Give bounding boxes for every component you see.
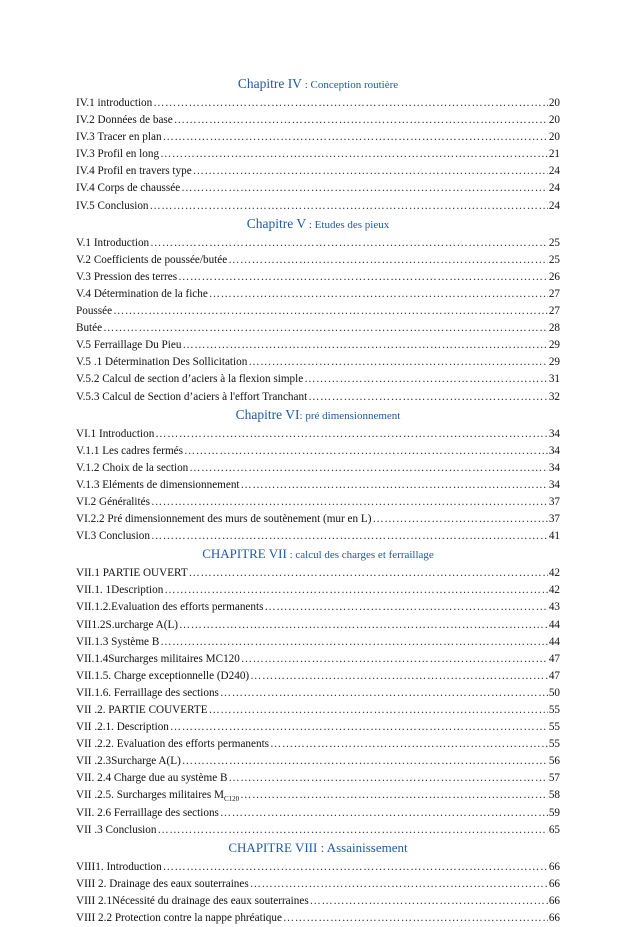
toc-entry-text: VII. 2.4 Charge due au système B [76,772,228,785]
toc-entry-label [76,494,150,511]
toc-entry-label [76,787,239,804]
dot-leader [182,337,547,354]
toc-entry [76,719,560,736]
toc-page-number: 28 [548,322,560,335]
toc-entry-text: VII .2. PARTIE COUVERTE [76,704,208,716]
toc-entry [76,651,560,668]
toc-entry-text: VI.3 Conclusion [76,530,150,543]
toc-entry-label [76,770,227,787]
toc-entry-label [76,303,112,320]
toc-entry-label [76,634,159,651]
chapter-subtitle: : Etudes des pieux [306,218,390,231]
toc-page-number: 55 [548,721,560,734]
toc-page-number: 66 [548,860,560,873]
toc-entry [76,286,560,303]
dot-leader [181,180,548,197]
toc-entry [76,269,560,286]
toc-entry-label [76,389,307,406]
toc-entry-label [76,876,249,893]
dot-leader [150,235,548,252]
toc-entry [76,599,560,616]
dot-leader [228,252,548,269]
toc-page-number: 34 [548,478,560,491]
toc-entry-text: IV.4 Profil en travers type [76,165,192,178]
toc-entry-text: VII.1 PARTIE OUVERT [76,567,188,580]
toc-page-number: 20 [548,97,560,109]
chapter-heading [76,75,560,95]
toc-entry [76,235,560,252]
toc-entry [76,528,560,545]
toc-entry-text: V.2 Coefficients de poussée/butée [76,253,228,266]
toc-page-number: 66 [548,894,560,907]
toc-entry-text: V.4 Détermination de la fiche [76,287,208,300]
toc-entry [76,893,560,910]
dot-leader [250,876,548,893]
toc-page-number: 24 [548,199,560,212]
chapter-heading [76,545,560,565]
toc-entry [76,146,560,163]
dot-leader [184,443,548,460]
toc-entry-text: V.1 Introduction [76,236,150,249]
toc-entry-label [76,371,303,388]
toc-entry [76,354,560,371]
toc-entry [76,95,560,112]
toc-entry-text: IV.4 Corps de chaussée [76,182,181,195]
toc-page-number: 20 [548,131,560,144]
toc-page-number: 20 [548,114,560,127]
dot-leader [189,565,548,582]
dot-leader [283,910,548,927]
toc-entry-text: V.5.3 Calcul de Section d’aciers à l'effort Tranchant [76,390,308,403]
toc-entry-label [76,582,163,599]
dot-leader [220,685,548,702]
toc-page-number: 57 [548,772,560,785]
toc-entry-label [76,337,181,354]
toc-entry-text: VII .3 Conclusion [76,823,157,836]
toc-page-number: 47 [548,669,560,682]
chapter-heading [76,406,560,426]
toc-entry [76,565,560,582]
toc-page-number: 34 [548,461,560,474]
toc-entry-text: VII .2.2. Evaluation des efforts permanents [76,738,270,751]
dot-leader [372,511,547,528]
chapter-subtitle: : calcul des charges et ferraillage [286,549,434,562]
toc-entry-label [76,859,162,876]
toc-entry-label [76,180,180,197]
toc-entry-label [76,112,173,129]
toc-page-number: 27 [548,287,560,300]
dot-leader [270,736,548,753]
toc-page-number: 42 [548,584,560,597]
toc-page-number: 29 [548,339,560,352]
dot-leader [103,320,548,337]
chapter-title: Chapitre V [246,215,307,231]
toc-page-number: 25 [548,236,560,249]
toc-page-number: 47 [548,652,560,665]
toc-entry [76,668,560,685]
toc-entry-label [76,753,181,770]
toc-entry-text: VII .2.1. Description [76,721,169,734]
toc-entry-text: V.5 .1 Détermination Des Sollicitation [76,356,248,369]
toc-entry-label [76,511,371,528]
toc-entry-label [76,822,156,839]
toc-entry [76,753,560,770]
dot-leader [178,269,548,286]
dot-leader [160,146,548,163]
toc-entry-label [76,198,149,215]
toc-page-number: 41 [548,530,560,543]
dot-leader [248,354,548,371]
toc-entry-label [76,736,269,753]
chapter-title: CHAPITRE VII [202,546,287,562]
toc-entry-label [76,477,240,494]
toc-entry-label [76,702,208,719]
toc-entry-label [76,320,102,337]
dot-leader [174,112,548,129]
toc-page-number: 44 [548,618,560,631]
toc-entry-label [76,805,219,822]
toc-entry-text: VIII1. Introduction [76,860,162,873]
toc-entry-label [76,235,149,252]
toc-entry-label [76,95,152,112]
dot-leader [241,477,548,494]
toc-entry-text: VII1.2S.urcharge A(L) [76,618,179,631]
toc-entry-text: V.5.2 Calcul de section d’aciers à la flexion simple [76,373,304,386]
toc-page-number: 26 [548,270,560,283]
toc-page-number: 66 [548,912,560,925]
toc-entry-label [76,528,150,545]
toc-entry-text: IV.3 Profil en long [76,148,160,161]
toc-entry [76,198,560,215]
table-of-contents [76,75,560,927]
toc-page-number: 34 [548,444,560,457]
toc-entry-text: VII .2.3Surcharge A(L) [76,755,181,768]
toc-entry [76,511,560,528]
toc-entry-text: IV.5 Conclusion [76,199,149,212]
toc-entry-text: VI.2 Généralités [76,495,150,508]
toc-page-number: 56 [548,755,560,768]
toc-entry-text: IV.3 Tracer en plan [76,131,162,144]
dot-leader [155,426,548,443]
toc-entry-text: V.1.2 Choix de la section [76,461,189,474]
toc-entry-label [76,460,188,477]
dot-leader [157,822,547,839]
toc-entry-label [76,129,162,146]
chapter-heading [76,839,560,859]
toc-page-number: 34 [548,427,560,440]
toc-entry-text: Poussée [76,305,113,318]
toc-page-number: 27 [548,305,560,318]
toc-page-number: 32 [548,390,560,403]
toc-entry-label [76,599,263,616]
toc-entry [76,477,560,494]
toc-entry-text: V.3 Pression des terres [76,270,178,283]
chapter-title: Chapitre IV [237,76,302,91]
toc-entry [76,910,560,927]
dot-leader [163,129,548,146]
dot-leader [160,634,548,651]
dot-leader [113,303,548,320]
chapter-heading [76,215,560,235]
toc-page-number: 58 [548,789,560,802]
toc-page-number: 31 [548,373,560,386]
dot-leader [163,859,548,876]
toc-page-number: 50 [548,686,560,699]
toc-entry-label [76,354,247,371]
toc-entry-text: VIII 2.2 Protection contre la nappe phréatique [76,912,282,925]
dot-leader [182,753,548,770]
dot-leader [310,893,548,910]
toc-entry [76,163,560,180]
toc-entry-text: VII. 2.6 Ferraillage des sections [76,806,219,819]
toc-entry-text: V.1.1 Les cadres fermés [76,444,183,457]
toc-entry [76,702,560,719]
dot-leader [220,805,548,822]
dot-leader [241,651,548,668]
toc-entry [76,303,560,320]
toc-entry [76,770,560,787]
toc-entry [76,822,560,839]
toc-entry [76,426,560,443]
toc-entry [76,180,560,197]
dot-leader [209,286,548,303]
dot-leader [193,163,548,180]
toc-entry [76,805,560,822]
toc-entry-text: VII.1.5. Charge exceptionnelle (D240) [76,669,250,682]
toc-entry-label [76,617,178,634]
toc-entry-text: VII.1.4Surcharges militaires MC120 [76,652,240,665]
toc-page-number: 37 [548,495,560,508]
toc-page-number: 55 [548,738,560,751]
toc-entry-label [76,146,159,163]
toc-entry-text: IV.1 introduction [76,97,153,109]
toc-entry [76,389,560,406]
toc-entry [76,634,560,651]
toc-entry-text: VI.2.2 Pré dimensionnement des murs de soutènement (mur en L) [76,513,372,526]
toc-entry-label [76,893,309,910]
dot-leader [189,460,548,477]
toc-entry [76,460,560,477]
toc-entry [76,859,560,876]
toc-page-number: 21 [548,148,560,161]
toc-entry [76,736,560,753]
toc-entry-label [76,651,240,668]
toc-entry-text: V.5 Ferraillage Du Pieu [76,339,182,352]
toc-entry [76,443,560,460]
dot-leader [304,371,548,388]
toc-entry [76,787,560,804]
dot-leader [150,198,548,215]
toc-page-number: 24 [548,182,560,195]
chapter-subtitle: : Conception routière [301,79,399,91]
toc-entry-text: IV.2 Données de base [76,114,173,127]
toc-entry-label [76,565,188,582]
toc-entry [76,320,560,337]
toc-entry-text: VI.1 Introduction [76,427,155,440]
toc-entry-label [76,426,154,443]
toc-entry-label [76,252,227,269]
toc-entry [76,112,560,129]
toc-entry-label [76,163,192,180]
toc-entry-text: VII .2.5. Surcharges militaires M [76,789,224,802]
toc-page-number: 43 [548,601,560,614]
toc-entry [76,337,560,354]
toc-entry [76,876,560,893]
dot-leader [151,494,548,511]
toc-entry-subscript: C120 [224,795,240,804]
toc-entry [76,252,560,269]
toc-entry-label [76,269,177,286]
dot-leader [308,389,548,406]
toc-entry [76,494,560,511]
toc-page-number: 44 [548,635,560,648]
toc-entry-text: VII.1.2.Evaluation des efforts permanents [76,601,264,614]
toc-page-number: 25 [548,253,560,266]
dot-leader [209,702,548,719]
toc-page-number: 66 [548,877,560,890]
chapter-title: CHAPITRE VIII : Assainissement [228,839,408,855]
chapter-title: Chapitre VI [235,406,300,422]
dot-leader [240,787,548,804]
toc-entry [76,582,560,599]
dot-leader [151,528,548,545]
dot-leader [170,719,548,736]
toc-entry-text: VII.1. 1Description [76,584,164,597]
toc-entry-text: VIII 2. Drainage des eaux souterraines [76,877,249,890]
toc-entry-text: VIII 2.1Nécessité du drainage des eaux souterraines [76,894,309,907]
dot-leader [153,95,548,112]
chapter-subtitle: : pré dimensionnement [299,409,401,422]
toc-page-number: 65 [548,823,560,836]
toc-entry-label [76,719,169,736]
toc-page-number: 37 [548,513,560,526]
toc-entry [76,617,560,634]
dot-leader [228,770,547,787]
toc-entry [76,685,560,702]
toc-page-number: 24 [548,165,560,178]
dot-leader [179,617,548,634]
toc-entry-text: VII.1.6. Ferraillage des sections [76,686,219,699]
toc-entry-label [76,685,219,702]
toc-page-number: 42 [548,567,560,580]
toc-entry-label [76,443,183,460]
toc-entry-text: V.1.3 Eléments de dimensionnement [76,478,240,491]
toc-entry [76,371,560,388]
toc-entry-text: Butée [76,322,103,335]
toc-page-number: 59 [548,806,560,819]
toc-entry-text: VII.1.3 Système B [76,635,160,648]
toc-entry [76,129,560,146]
dot-leader [164,582,548,599]
toc-entry-label [76,286,208,303]
toc-entry-label [76,668,249,685]
toc-entry-label [76,910,282,927]
dot-leader [264,599,547,616]
dot-leader [250,668,548,685]
toc-page-number: 55 [548,704,560,716]
toc-page-number: 29 [548,356,560,369]
